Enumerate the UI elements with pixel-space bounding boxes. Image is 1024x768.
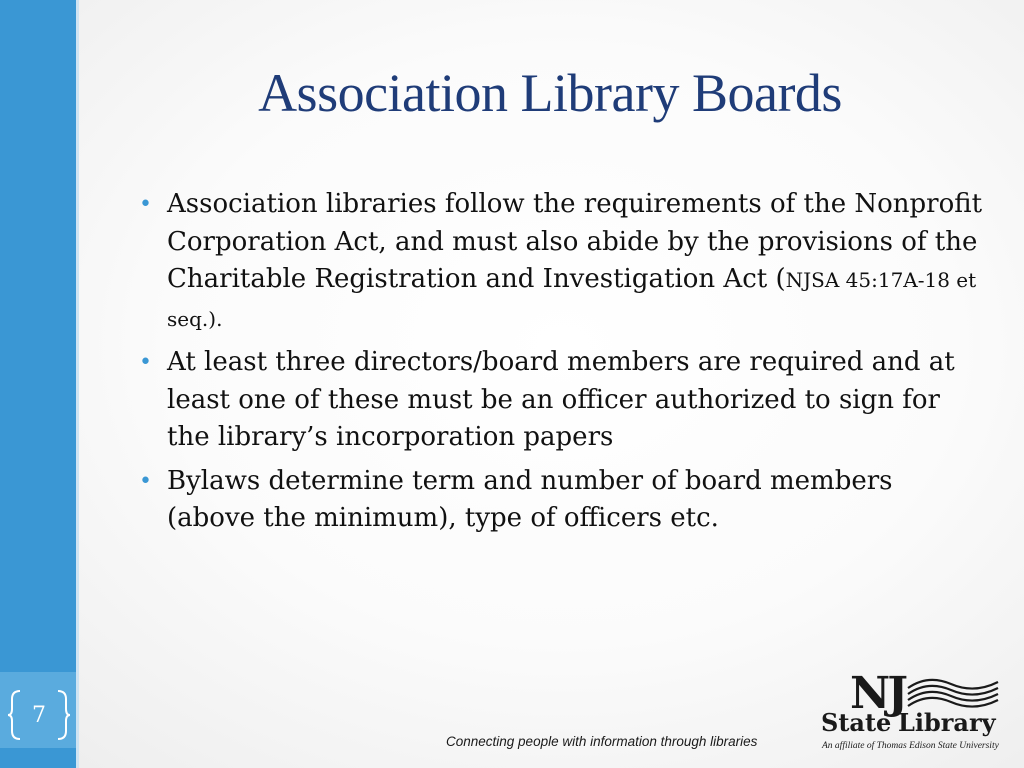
logo-state-text: State [821,708,892,737]
bullet-1-text: Association libraries follow the requirements of the Nonprofit Corporation Act, and must also abide by the provisions of the Charitable Registration and Investigation Act ( [167,189,983,294]
logo-affiliate-text: An affiliate of Thomas Edison State University [822,741,999,751]
footer-tagline: Connecting people with information through libraries [446,734,758,749]
left-accent-bar-edge [76,0,79,768]
logo-nj-text: NJ [850,668,906,719]
bullet-3-text: Bylaws determine term and number of board members (above the minimum), type of officers etc. [167,465,893,533]
bullet-dot-icon: • [139,192,152,217]
slide-number [8,689,70,741]
flag-waves-icon [906,676,1001,710]
bullet-dot-icon: • [139,468,152,494]
bullet-item-1 [138,186,988,338]
bullet-item-3 [138,463,988,538]
page-title: Association Library Boards [258,63,842,123]
nj-state-library-logo [820,668,1005,760]
logo-library-text: Library [898,708,996,737]
bullet-dot-icon: • [139,350,152,375]
bullet-2-text: At least three directors/board members are required and at least one of these must be an officer authorized to sign for the library’s incorporation papers [167,347,955,452]
bullet-1-citation: NJSA 45:17A-18 et seq.). [167,268,977,331]
bullet-item-2 [138,344,988,457]
left-accent-bar [0,0,76,768]
bullet-list [138,186,988,544]
slide-number-text: 7 [32,702,46,728]
